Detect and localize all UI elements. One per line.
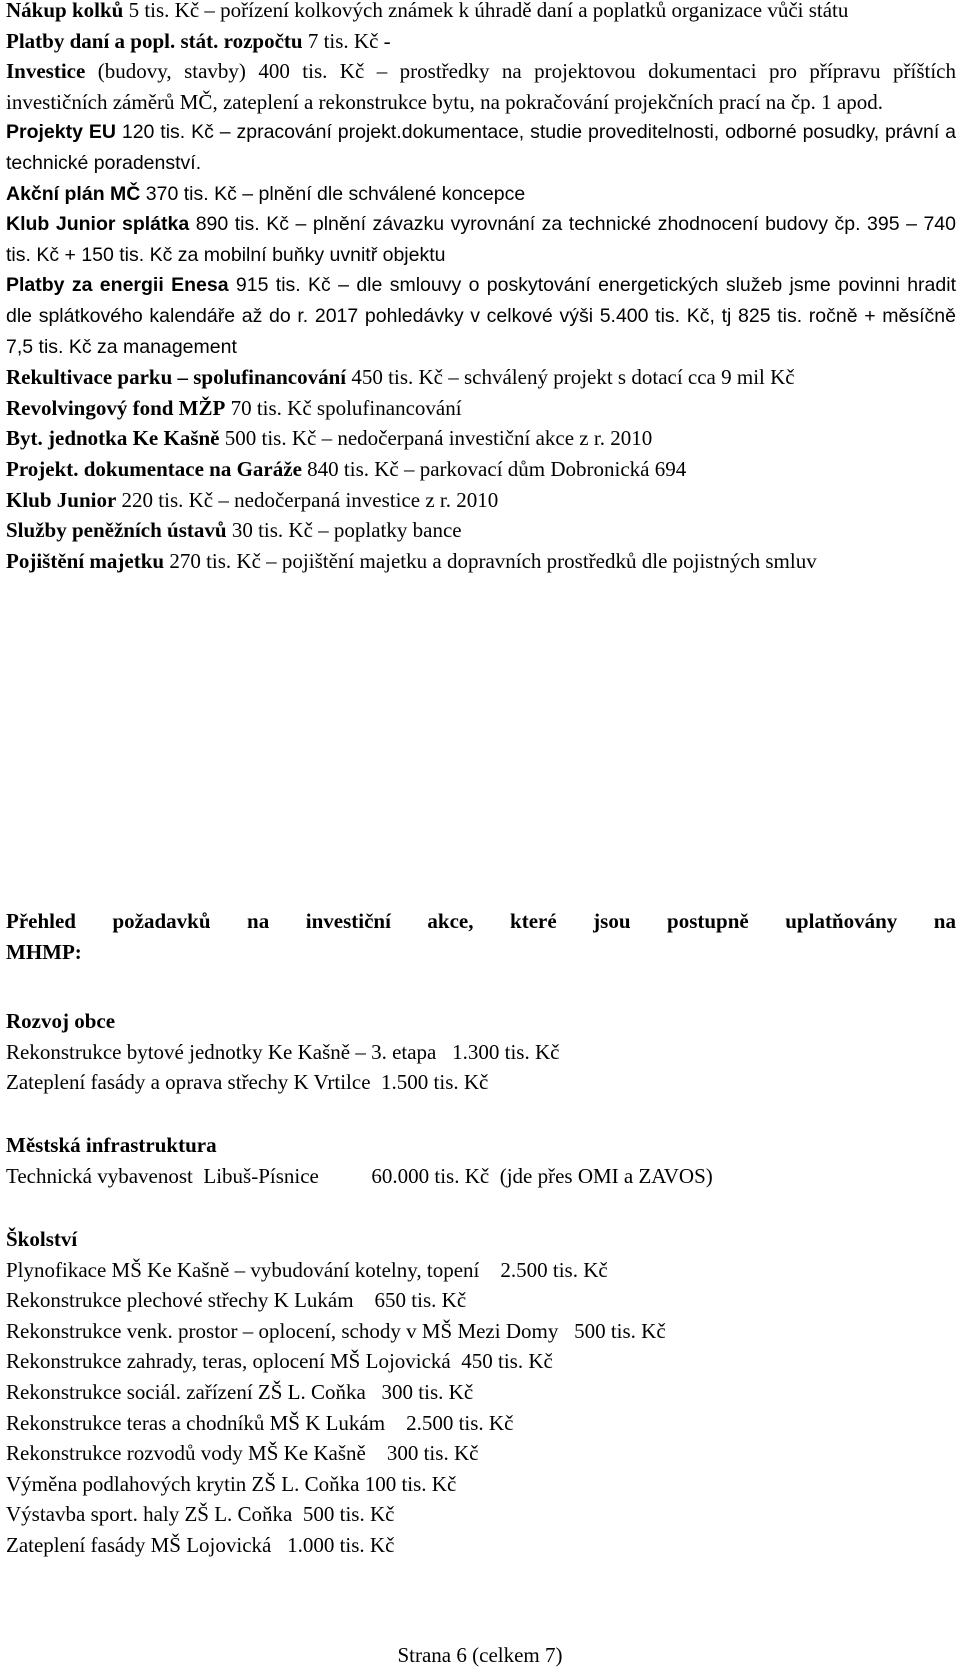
list-item: Výměna podlahových krytin ZŠ L. Coňka 100 tis. Kč — [6, 1471, 457, 1496]
item-text: 7 tis. Kč - — [302, 28, 391, 53]
page-footer: Strana 6 (celkem 7) — [397, 1643, 563, 1667]
item-label: Pojištění majetku — [6, 548, 165, 573]
budget-items — [6, 0, 956, 576]
budget-item — [6, 454, 956, 485]
budget-item — [6, 56, 956, 117]
item-label: Klub Junior — [6, 487, 117, 512]
item-label: Nákup kolků — [6, 0, 124, 22]
budget-item — [6, 546, 956, 577]
budget-item — [6, 423, 956, 454]
item-text: 500 tis. Kč – nedočerpaná investiční akce z r. 2010 — [219, 426, 653, 451]
item-text: 70 tis. Kč spolufinancování — [225, 395, 462, 420]
list-item: Rekonstrukce zahrady, teras, oplocení MŠ Lojovická 450 tis. Kč — [6, 1349, 553, 1374]
item-label: Akční plán MČ — [6, 182, 141, 205]
item-label: Platby za energii Enesa — [6, 274, 229, 297]
section-skolstvi — [6, 1224, 956, 1561]
item-text: 450 tis. Kč – schválený projekt s dotací cca 9 mil Kč — [346, 365, 795, 390]
budget-item — [6, 26, 956, 57]
budget-item — [6, 485, 956, 516]
overview-heading-line2 — [6, 937, 956, 968]
overview-heading-line1: Přehled požadavků na investiční akce, které jsou postupně uplatňovány na — [6, 909, 956, 933]
section-title: Rozvoj obce — [6, 1009, 116, 1033]
item-label: Projekt. dokumentace na Garáže — [6, 456, 302, 481]
item-text: 120 tis. Kč – zpracování projekt.dokumentace, studie proveditelnosti, odborné posudky, právní a technické poradenství. — [6, 121, 956, 174]
section-rozvoj-obce — [6, 1006, 956, 1098]
list-item: Rekonstrukce plechové střechy K Lukám 650 tis. Kč — [6, 1288, 467, 1313]
item-text: 890 tis. Kč – plnění závazku vyrovnání za technické zhodnocení budovy čp. 395 – 740 tis. Kč + 150 tis. Kč za mobilní buňky uvnitř objektu — [6, 213, 956, 266]
list-item: Zateplení fasády a oprava střechy K Vrtilce 1.500 tis. Kč — [6, 1070, 489, 1095]
item-text: 220 tis. Kč – nedočerpaná investice z r. 2010 — [116, 487, 499, 512]
list-item: Rekonstrukce bytové jednotky Ke Kašně – 3. etapa 1.300 tis. Kč — [6, 1039, 560, 1064]
overview-heading — [6, 906, 956, 968]
list-item: Rekonstrukce venk. prostor – oplocení, schody v MŠ Mezi Domy 500 tis. Kč — [6, 1318, 666, 1343]
budget-item — [6, 270, 956, 362]
list-item: Rekonstrukce sociál. zařízení ZŠ L. Coňka 300 tis. Kč — [6, 1379, 474, 1404]
budget-item — [6, 515, 956, 546]
item-text: 5 tis. Kč – pořízení kolkových známek k úhradě daní a poplatků organizace vůči státu — [123, 0, 849, 22]
budget-item — [6, 209, 956, 270]
item-label: Rekultivace parku – spolufinancování — [6, 365, 347, 390]
overview-heading-mhmp: MHMP: — [6, 940, 82, 964]
list-item: Výstavba sport. haly ZŠ L. Coňka 500 tis. Kč — [6, 1502, 395, 1527]
item-text: 30 tis. Kč – poplatky bance — [226, 518, 462, 543]
item-text: (budovy, stavby) 400 tis. Kč – prostředky na projektovou dokumentaci pro přípravu příštích investičních záměrů MČ, zateplení a rekonstrukce bytu, na pokračování projekčních prací na čp. 1 apod. — [6, 59, 956, 114]
budget-item — [6, 0, 956, 26]
budget-item — [6, 393, 956, 424]
item-label: Platby daní a popl. stát. rozpočtu — [6, 28, 303, 53]
budget-item — [6, 362, 956, 393]
item-text: 370 tis. Kč – plnění dle schválené koncepce — [140, 182, 526, 205]
item-label: Revolvingový fond MŽP — [6, 395, 226, 420]
item-label: Investice — [6, 59, 86, 84]
item-label: Projekty EU — [6, 121, 116, 144]
section-mestska-infrastruktura — [6, 1130, 956, 1191]
list-item: Plynofikace MŠ Ke Kašně – vybudování kotelny, topení 2.500 tis. Kč — [6, 1257, 608, 1282]
item-text: 270 tis. Kč – pojištění majetku a dopravních prostředků dle pojistných smluv — [164, 548, 817, 573]
item-label: Klub Junior splátka — [6, 213, 190, 236]
section-title: Školství — [6, 1227, 78, 1251]
budget-item — [6, 179, 956, 210]
budget-item — [6, 117, 956, 178]
item-label: Služby peněžních ústavů — [6, 518, 227, 543]
item-text: 840 tis. Kč – parkovací dům Dobronická 694 — [301, 456, 687, 481]
item-label: Byt. jednotka Ke Kašně — [6, 426, 220, 451]
list-item: Zateplení fasády MŠ Lojovická 1.000 tis. Kč — [6, 1532, 395, 1557]
list-item: Rekonstrukce rozvodů vody MŠ Ke Kašně 300 tis. Kč — [6, 1441, 479, 1466]
section-title: Městská infrastruktura — [6, 1133, 217, 1157]
list-item: Technická vybavenost Libuš-Písnice 60.000 tis. Kč (jde přes OMI a ZAVOS) — [6, 1163, 713, 1188]
item-text: 915 tis. Kč – dle smlouvy o poskytování energetických služeb jsme povinni hradit dle splátkového kalendáře až do r. 2017 pohledávky v celkové výši 5.400 tis. Kč, tj 825 tis. ročně + měsíčně 7,5 tis. Kč za management — [6, 274, 956, 358]
list-item: Rekonstrukce teras a chodníků MŠ K Lukám 2.500 tis. Kč — [6, 1410, 514, 1435]
